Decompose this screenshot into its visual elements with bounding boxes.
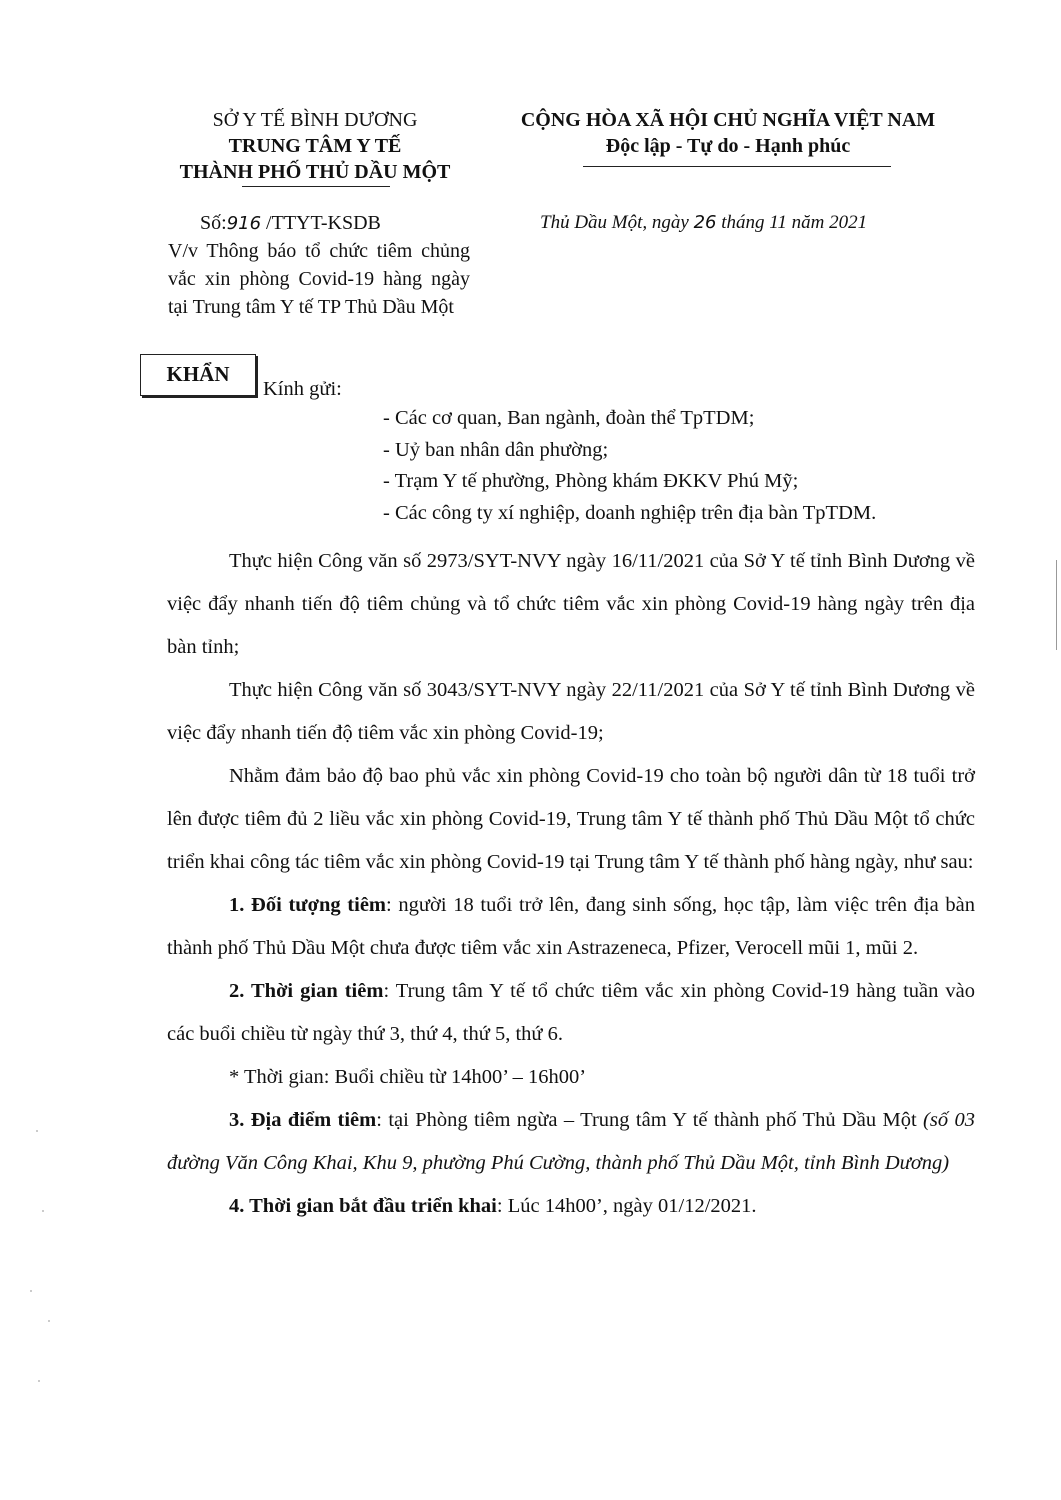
document-number [200, 210, 480, 237]
urgent-stamp: KHẨN [140, 354, 256, 396]
agency-header [150, 107, 480, 185]
section-location [167, 1099, 975, 1185]
document-subject: V/v Thông báo tổ chức tiêm chủng vắc xin phòng Covid-19 hàng ngày tại Trung tâm Y tế TP Thủ Dầu Một [168, 240, 470, 318]
agency-underline [242, 186, 390, 187]
section-text: : Lúc 14h00’, ngày 01/12/2021. [496, 1195, 757, 1217]
recipient-item: - Uỷ ban nhân dân phường; [383, 438, 609, 461]
parent-agency: SỞ Y TẾ BÌNH DƯƠNG [212, 109, 418, 131]
document-body [167, 540, 975, 1228]
recipient-item: - Trạm Y tế phường, Phòng khám ĐKKV Phú Mỹ; [383, 470, 799, 492]
national-motto: Độc lập - Tự do - Hạnh phúc [605, 135, 851, 157]
section-label: 1. Đối tượng tiêm [229, 894, 386, 916]
issuing-agency-line1: TRUNG TÂM Y TẾ [228, 135, 402, 157]
date-line [540, 210, 980, 236]
scan-speck [38, 1380, 40, 1382]
section-start-time [167, 1185, 975, 1228]
scan-edge-line [1056, 560, 1057, 650]
section-label: 4. Thời gian bắt đầu triển khai [229, 1195, 497, 1217]
doc-number-handwritten: 916 [226, 213, 262, 234]
section-label: 2. Thời gian tiêm [229, 980, 384, 1002]
doc-number-prefix: Số: [200, 212, 227, 234]
scan-speck [36, 1130, 38, 1132]
doc-number-suffix: /TTYT-KSDB [261, 212, 381, 234]
scan-speck [42, 1210, 44, 1212]
body-paragraph: Thực hiện Công văn số 3043/SYT-NVY ngày 22/11/2021 của Sở Y tế tỉnh Bình Dương về việc đẩy nhanh tiến độ tiêm vắc xin phòng Covid-19; [167, 679, 975, 744]
recipient-item: - Các cơ quan, Ban ngành, đoàn thể TpTDM; [383, 407, 755, 429]
section-label: 3. Địa điểm tiêm [229, 1109, 377, 1131]
scan-speck [48, 1320, 50, 1322]
section-text: : Trung tâm Y tế tổ chức tiêm vắc xin phòng Covid-19 hàng tuần vào các buổi chiều từ ngày thứ 3, thứ 4, thứ 5, thứ 6. [167, 980, 976, 1045]
scan-speck [30, 1290, 32, 1292]
recipient-item: - Các công ty xí nghiệp, doanh nghiệp trên địa bàn TpTDM. [383, 501, 877, 524]
date-prefix: Thủ Dầu Một, ngày [540, 212, 694, 233]
location-address: (số 03 đường Văn Công Khai, Khu 9, phường Phú Cường, thành phố Thủ Dầu Một, tỉnh Bình Dương) [167, 1109, 975, 1174]
body-paragraph: Nhằm đảm bảo độ bao phủ vắc xin phòng Covid-19 cho toàn bộ người dân từ 18 tuổi trở lên được tiêm đủ 2 liều vắc xin phòng Covid-19, Trung tâm Y tế thành phố Thủ Dầu Một tổ chức triển khai công tác tiêm vắc xin phòng Covid-19 tại Trung tâm Y tế thành phố hàng ngày, như sau: [167, 765, 975, 873]
issuing-agency-line2: THÀNH PHỐ THỦ DẦU MỘT [179, 161, 451, 183]
section-schedule [167, 970, 975, 1056]
motto-underline [583, 166, 891, 167]
date-suffix: tháng 11 năm 2021 [716, 212, 868, 233]
recipient-greeting: Kính gửi: [263, 378, 342, 400]
recipient-list [383, 403, 1003, 529]
body-paragraph: Thực hiện Công văn số 2973/SYT-NVY ngày 16/11/2021 của Sở Y tế tỉnh Bình Dương về việc đẩy nhanh tiến độ tiêm chủng và tổ chức tiêm vắc xin phòng Covid-19 hàng ngày trên địa bàn tỉnh; [167, 550, 975, 658]
national-header [478, 107, 978, 159]
schedule-note: * Thời gian: Buổi chiều từ 14h00’ – 16h00’ [229, 1066, 587, 1088]
country-name: CỘNG HÒA XÃ HỘI CHỦ NGHĨA VIỆT NAM [520, 109, 936, 131]
section-text: : tại Phòng tiêm ngừa – Trung tâm Y tế thành phố Thủ Dầu Một [376, 1109, 924, 1131]
section-text: : người 18 tuổi trở lên, đang sinh sống, học tập, làm việc trên địa bàn thành phố Thủ Dầu Một chưa được tiêm vắc xin Astrazeneca, Pfizer, Verocell mũi 1, mũi 2. [167, 894, 975, 959]
section-target-group [167, 884, 975, 970]
date-handwritten-day: 26 [693, 212, 717, 233]
